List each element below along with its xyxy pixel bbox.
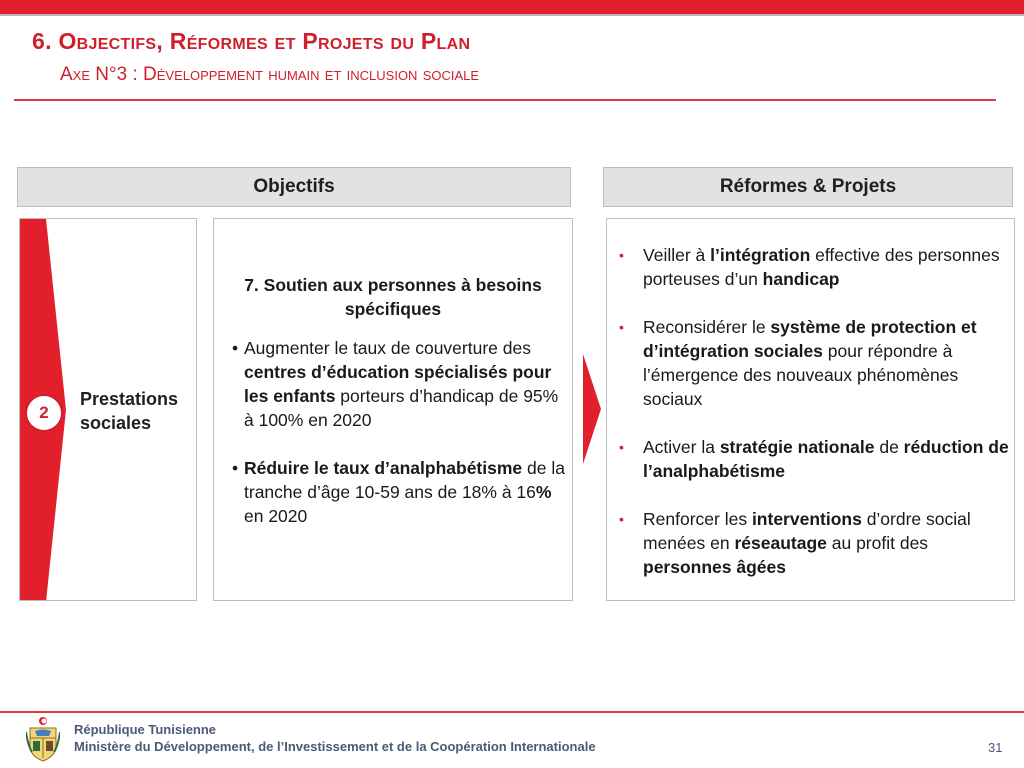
reform-bold-text: personnes âgées: [643, 557, 786, 577]
objective-text: porteurs d’handicap de 95% à 100% en 2020: [244, 386, 559, 430]
page-number: 31: [988, 740, 1003, 755]
bullet: •: [619, 319, 624, 335]
footer-divider: [0, 711, 1024, 713]
reform-text: Activer la: [643, 437, 720, 457]
objective-title-line1: 7. Soutien aux personnes à besoins: [244, 275, 542, 295]
reform-text: pour répondre à l’émergence des nouveaux phénomènes sociaux: [643, 341, 959, 409]
reformes-header: Réformes & Projets: [603, 167, 1013, 207]
bullet: •: [619, 247, 624, 263]
reforms-list: [617, 243, 1013, 603]
objectifs-header: Objectifs: [17, 167, 571, 207]
title-divider: [14, 99, 996, 101]
category-label: [80, 387, 178, 435]
objective-text: en 2020: [244, 506, 308, 526]
reform-text: de: [874, 437, 904, 457]
reform-bold-text: handicap: [762, 269, 840, 289]
objective-list: [230, 336, 570, 552]
slide-subtitle: Axe N°3 : Développement humain et inclusion sociale: [60, 64, 480, 85]
reform-item: [617, 507, 1013, 579]
slide-title: 6. Objectifs, Réformes et Projets du Plan: [32, 28, 471, 54]
reform-text: Renforcer les: [643, 509, 752, 529]
reform-bold-text: stratégie nationale: [719, 437, 875, 457]
bullet: •: [232, 338, 239, 358]
bullet: •: [619, 439, 624, 455]
reform-bold-text: réduction de l’analphabétisme: [643, 437, 1009, 481]
objective-item: [230, 336, 570, 432]
category-label-line2: sociales: [80, 413, 152, 433]
bullet: •: [232, 458, 239, 478]
reforms-panel: [606, 218, 1015, 601]
objective-item: [230, 456, 570, 528]
footer-country: République Tunisienne: [74, 722, 217, 737]
top-red-band: [0, 0, 1024, 14]
reform-text: Reconsidérer le: [643, 317, 771, 337]
objective-text: Augmenter le taux de couverture des: [244, 338, 531, 358]
top-band-shadow: [0, 14, 1024, 16]
objective-bold-text: %: [535, 482, 552, 502]
reform-bold-text: système de protection et d’intégration sociales: [643, 317, 977, 361]
reform-item: [617, 315, 1013, 411]
bullet: •: [619, 511, 624, 527]
category-label-line1: Prestations: [80, 389, 179, 409]
reform-item: [617, 243, 1013, 291]
reform-bold-text: interventions: [751, 509, 862, 529]
reform-text: d’ordre social menées en: [643, 509, 971, 553]
reform-item: [617, 435, 1013, 483]
objective-title: [214, 273, 572, 321]
objective-title-line2: spécifiques: [344, 299, 442, 319]
reform-bold-text: réseautage: [734, 533, 827, 553]
category-number-badge: 2: [25, 394, 63, 432]
reform-text: effective des personnes porteuses d’un: [643, 245, 1000, 289]
reform-text: au profit des: [826, 533, 929, 553]
footer-ministry: Ministère du Développement, de l’Investissement et de la Coopération Internationale: [74, 739, 596, 754]
reform-text: Veiller à: [643, 245, 711, 265]
objective-bold-text: centres d’éducation spécialisés pour les enfants: [244, 362, 552, 406]
objectives-panel: [213, 218, 573, 601]
coat-of-arms-icon: [26, 716, 60, 762]
objective-bold-text: Réduire le taux d’analphabétisme: [244, 458, 523, 478]
objective-text: de la tranche d’âge 10-59 ans de 18% à 16: [244, 458, 565, 502]
arrow-right-icon: [583, 354, 601, 464]
reform-bold-text: l’intégration: [710, 245, 811, 265]
category-panel: [19, 218, 197, 601]
